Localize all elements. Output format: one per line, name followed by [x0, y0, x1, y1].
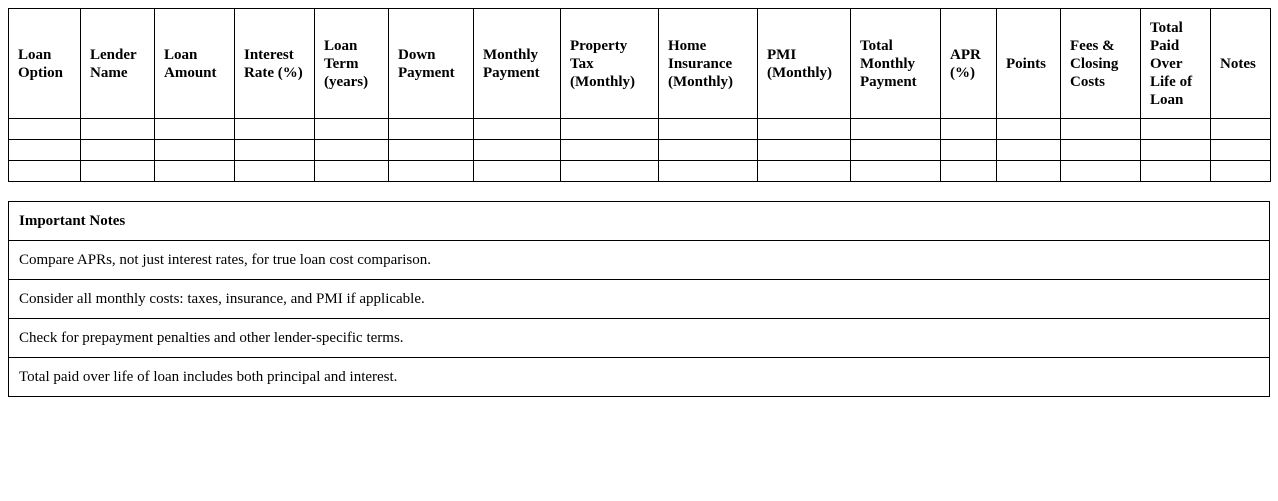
table-cell[interactable]	[155, 119, 235, 140]
notes-heading: Important Notes	[9, 202, 1270, 241]
header-loan-option: Loan Option	[9, 9, 81, 119]
note-row	[9, 280, 1270, 319]
table-row	[9, 161, 1271, 182]
loan-comparison-table	[8, 8, 1271, 182]
table-row	[9, 140, 1271, 161]
table-cell[interactable]	[851, 140, 941, 161]
header-loan-term: Loan Term (years)	[315, 9, 389, 119]
table-cell[interactable]	[155, 140, 235, 161]
table-body	[9, 119, 1271, 182]
notes-header-row	[9, 202, 1270, 241]
note-item: Check for prepayment penalties and other lender-specific terms.	[9, 319, 1270, 358]
table-header-row	[9, 9, 1271, 119]
table-cell[interactable]	[81, 161, 155, 182]
table-cell[interactable]	[1141, 140, 1211, 161]
table-cell[interactable]	[561, 119, 659, 140]
header-home-insurance: Home Insurance (Monthly)	[659, 9, 758, 119]
header-notes: Notes	[1211, 9, 1271, 119]
table-cell[interactable]	[997, 161, 1061, 182]
table-cell[interactable]	[1061, 161, 1141, 182]
table-cell[interactable]	[235, 119, 315, 140]
table-cell[interactable]	[1211, 161, 1271, 182]
table-cell[interactable]	[474, 140, 561, 161]
table-cell[interactable]	[9, 119, 81, 140]
table-cell[interactable]	[561, 161, 659, 182]
table-cell[interactable]	[315, 119, 389, 140]
header-pmi: PMI (Monthly)	[758, 9, 851, 119]
note-item: Compare APRs, not just interest rates, for true loan cost comparison.	[9, 241, 1270, 280]
table-cell[interactable]	[997, 140, 1061, 161]
table-cell[interactable]	[659, 119, 758, 140]
header-monthly-payment: Monthly Payment	[474, 9, 561, 119]
table-cell[interactable]	[1061, 119, 1141, 140]
table-cell[interactable]	[941, 119, 997, 140]
header-total-paid: Total Paid Over Life of Loan	[1141, 9, 1211, 119]
table-cell[interactable]	[389, 119, 474, 140]
table-cell[interactable]	[997, 119, 1061, 140]
table-cell[interactable]	[389, 140, 474, 161]
note-item: Consider all monthly costs: taxes, insurance, and PMI if applicable.	[9, 280, 1270, 319]
table-cell[interactable]	[9, 161, 81, 182]
table-cell[interactable]	[851, 119, 941, 140]
table-cell[interactable]	[474, 119, 561, 140]
table-cell[interactable]	[851, 161, 941, 182]
header-fees-closing-costs: Fees & Closing Costs	[1061, 9, 1141, 119]
header-apr: APR (%)	[941, 9, 997, 119]
table-cell[interactable]	[389, 161, 474, 182]
table-cell[interactable]	[235, 161, 315, 182]
table-cell[interactable]	[758, 161, 851, 182]
note-item: Total paid over life of loan includes both principal and interest.	[9, 358, 1270, 397]
table-cell[interactable]	[81, 119, 155, 140]
table-cell[interactable]	[474, 161, 561, 182]
header-points: Points	[997, 9, 1061, 119]
table-row	[9, 119, 1271, 140]
note-row	[9, 319, 1270, 358]
table-cell[interactable]	[758, 119, 851, 140]
table-cell[interactable]	[9, 140, 81, 161]
table-cell[interactable]	[155, 161, 235, 182]
table-cell[interactable]	[1141, 161, 1211, 182]
table-cell[interactable]	[1211, 140, 1271, 161]
table-cell[interactable]	[659, 161, 758, 182]
table-cell[interactable]	[81, 140, 155, 161]
note-row	[9, 241, 1270, 280]
header-loan-amount: Loan Amount	[155, 9, 235, 119]
table-cell[interactable]	[315, 140, 389, 161]
table-cell[interactable]	[758, 140, 851, 161]
header-down-payment: Down Payment	[389, 9, 474, 119]
table-cell[interactable]	[1211, 119, 1271, 140]
header-interest-rate: Interest Rate (%)	[235, 9, 315, 119]
table-cell[interactable]	[1061, 140, 1141, 161]
header-total-monthly-payment: Total Monthly Payment	[851, 9, 941, 119]
table-cell[interactable]	[315, 161, 389, 182]
table-cell[interactable]	[235, 140, 315, 161]
table-cell[interactable]	[561, 140, 659, 161]
important-notes-table	[8, 201, 1270, 397]
table-cell[interactable]	[659, 140, 758, 161]
note-row	[9, 358, 1270, 397]
table-cell[interactable]	[941, 161, 997, 182]
table-cell[interactable]	[941, 140, 997, 161]
header-property-tax: Property Tax (Monthly)	[561, 9, 659, 119]
header-lender-name: Lender Name	[81, 9, 155, 119]
table-cell[interactable]	[1141, 119, 1211, 140]
